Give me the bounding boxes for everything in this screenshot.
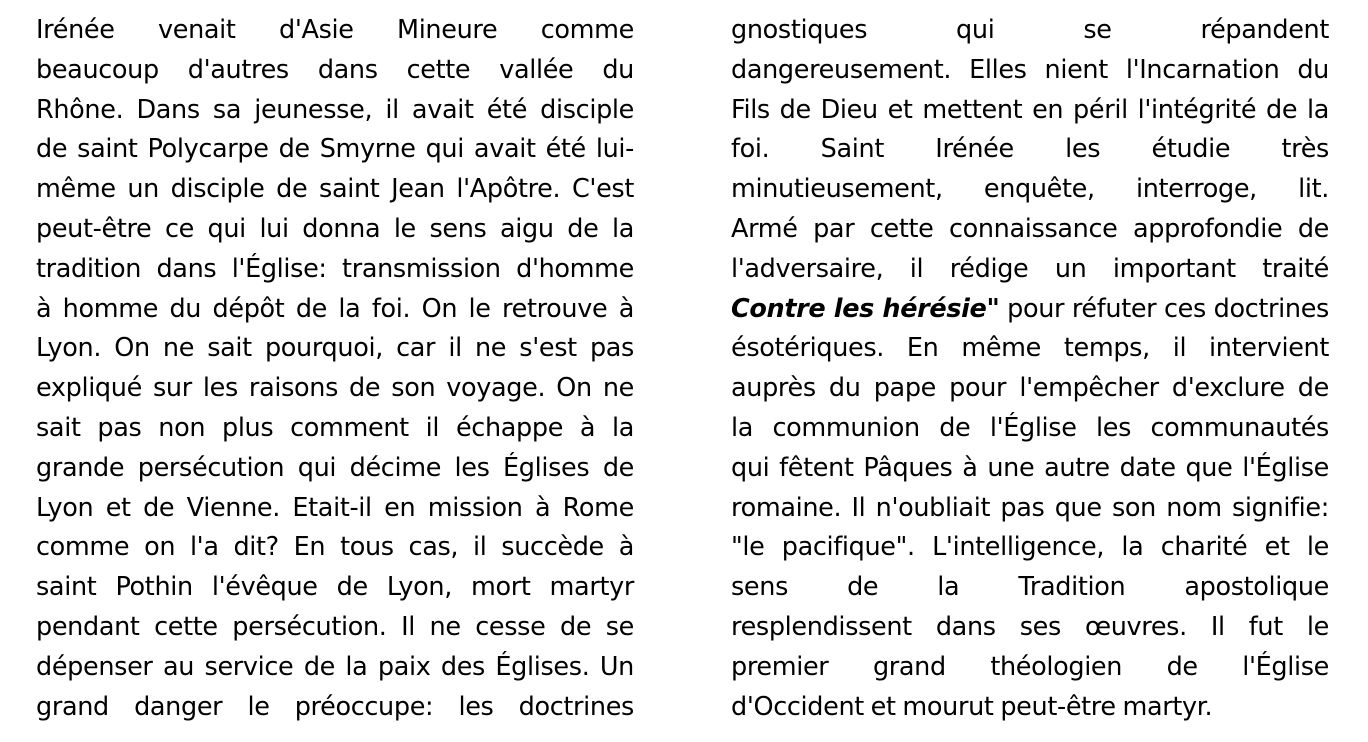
text-line-rest: pour réfuter ces doctrines	[999, 293, 1329, 324]
text-line: de saint Polycarpe de Smyrne qui avait été lui-	[36, 134, 634, 165]
text-line: "le pacifique". L'intelligence, la charité et le	[731, 532, 1329, 563]
text-line: foi. Saint Irénée les étudie très	[731, 134, 1329, 165]
text-line: minutieusement, enquête, interroge, lit.	[731, 174, 1329, 205]
text-line: d'Occident et mourut peut-être martyr.	[731, 691, 1213, 722]
text-line: tradition dans l'Église: transmission d'homme	[36, 253, 634, 284]
text-line: même un disciple de saint Jean l'Apôtre. C'est	[36, 174, 634, 205]
text-line-with-title	[731, 290, 1329, 330]
text-line: ésotériques. En même temps, il intervient	[731, 333, 1329, 364]
book-title: Contre les hérésie"	[731, 293, 1000, 324]
text-line: comme on l'a dit? En tous cas, il succède à	[36, 532, 634, 563]
text-line: auprès du pape pour l'empêcher d'exclure de	[731, 373, 1329, 404]
text-line: expliqué sur les raisons de son voyage. On ne	[36, 373, 634, 404]
text-line: à homme du dépôt de la foi. On le retrouve à	[36, 293, 634, 324]
text-line: gnostiques qui se répandent	[731, 15, 1329, 45]
text-line: saint Pothin l'évêque de Lyon, mort martyr	[36, 572, 634, 603]
text-column-right	[731, 11, 1329, 727]
text-line: Fils de Dieu et mettent en péril l'intégrité de la	[731, 94, 1329, 125]
text-line: Armé par cette connaissance approfondie de	[731, 213, 1329, 244]
text-line: dangereusement. Elles nient l'Incarnation du	[731, 54, 1329, 85]
text-line: qui fêtent Pâques à une autre date que l'Église	[731, 452, 1329, 483]
text-line: beaucoup d'autres dans cette vallée du	[36, 54, 634, 85]
text-line: resplendissent dans ses œuvres. Il fut le	[731, 611, 1329, 642]
text-line: dépenser au service de la paix des Églises. Un	[36, 651, 634, 682]
text-line: Irénée venait d'Asie Mineure comme	[36, 15, 634, 45]
text-line: Rhône. Dans sa jeunesse, il avait été disciple	[36, 94, 634, 125]
text-line: pendant cette persécution. Il ne cesse de se	[36, 611, 634, 642]
text-line: grand danger le préoccupe: les doctrines	[36, 691, 634, 722]
text-line: grande persécution qui décime les Églises de	[36, 452, 634, 483]
text-line: Lyon. On ne sait pourquoi, car il ne s'est pas	[36, 333, 634, 364]
text-line: l'adversaire, il rédige un important traité	[731, 253, 1329, 284]
text-line: peut-être ce qui lui donna le sens aigu de la	[36, 213, 634, 244]
text-line: la communion de l'Église les communautés	[731, 412, 1329, 443]
text-line: sait pas non plus comment il échappe à la	[36, 412, 634, 443]
text-column-left	[36, 11, 634, 727]
text-line: romaine. Il n'oubliait pas que son nom signifie:	[731, 492, 1329, 523]
text-line: premier grand théologien de l'Église	[731, 651, 1329, 682]
text-line: Lyon et de Vienne. Etait-il en mission à Rome	[36, 492, 634, 523]
text-line: sens de la Tradition apostolique	[731, 572, 1329, 603]
